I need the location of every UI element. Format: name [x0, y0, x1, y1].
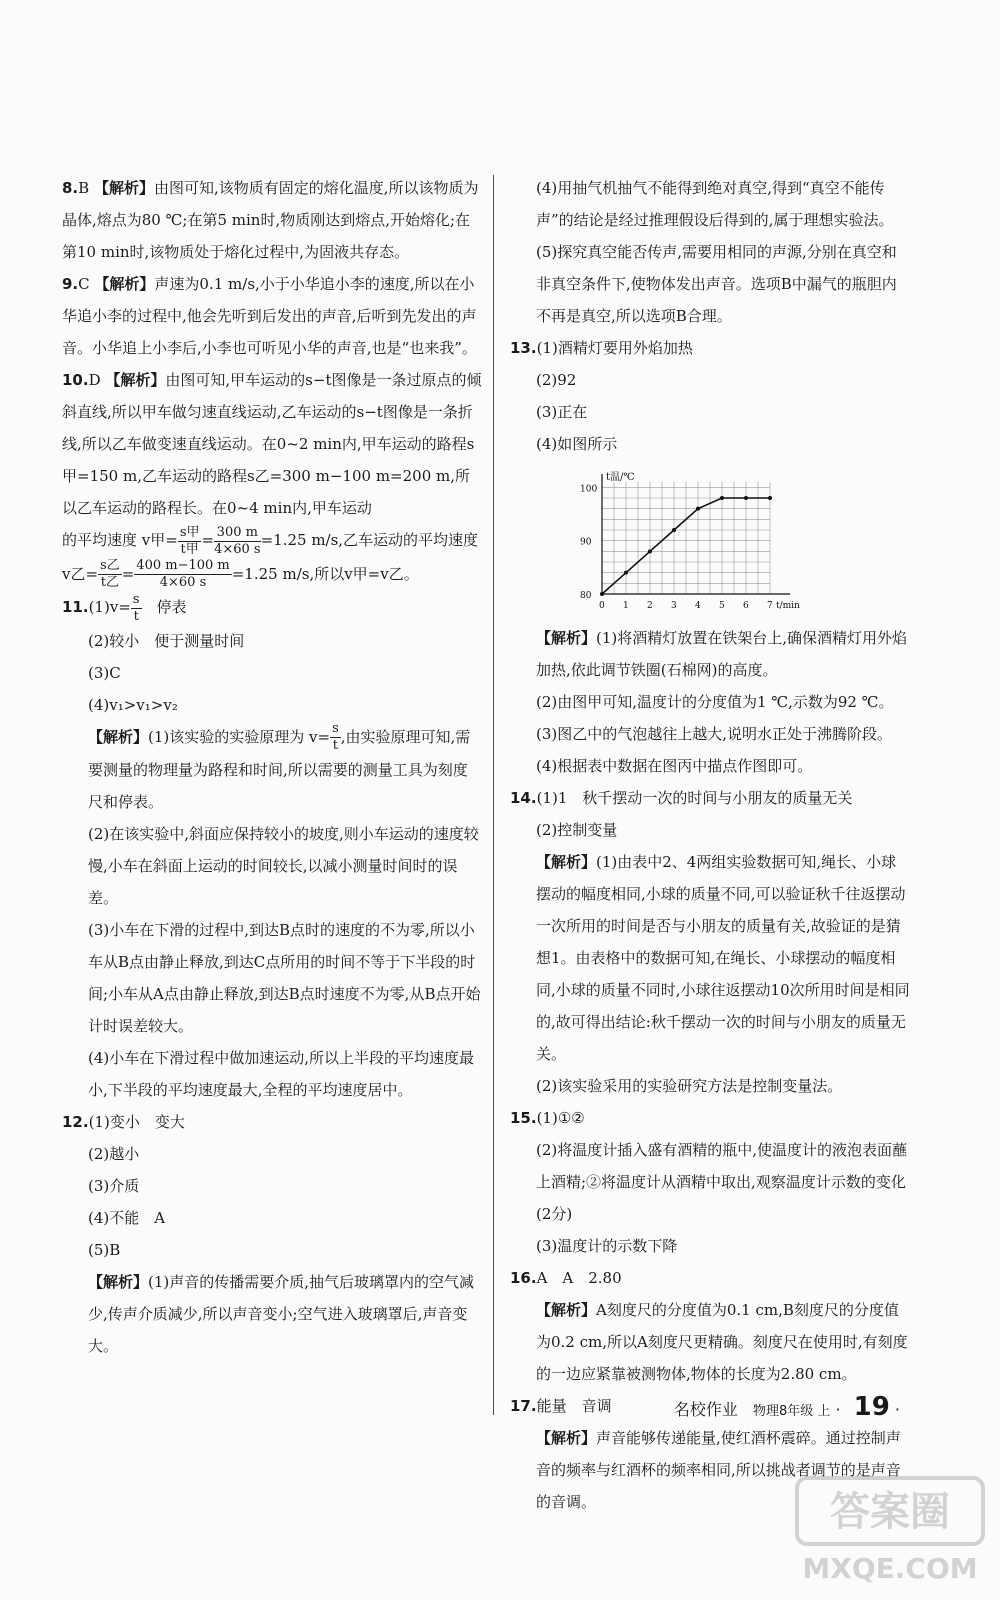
- q13-analysis-1: [510, 622, 910, 686]
- q11-fraction: [131, 592, 142, 625]
- q13-line3: (3)正在: [536, 403, 588, 421]
- page-number: 19: [853, 1392, 890, 1422]
- question-13: [510, 332, 910, 364]
- q12-line5: (5)B: [88, 1241, 121, 1259]
- q11-line3: (3)C: [88, 663, 121, 682]
- footer-book-title: 名校作业: [673, 1400, 738, 1419]
- question-16: [510, 1262, 910, 1294]
- frac-denominator: t: [332, 738, 339, 753]
- q16-analysis-tag: 【解析】: [536, 1301, 597, 1319]
- q10-avg1-suffix: =1.25 m/s,乙车运动的平均速度: [260, 531, 479, 549]
- x-tick-label: 0: [599, 601, 605, 611]
- column-divider: [493, 175, 494, 1415]
- q17-line1: 能量 音调: [536, 1397, 612, 1415]
- q13-line4: (4)如图所示: [536, 435, 618, 453]
- q11-a1-fraction: [330, 721, 341, 754]
- x-axis-label: t/min: [776, 601, 800, 611]
- q13-line2: (2)92: [536, 371, 577, 389]
- q14-line1: (1)1 秋千摆动一次的时间与小朋友的质量无关: [536, 789, 853, 807]
- q10-analysis-tag: 【解析】: [105, 371, 166, 389]
- data-point: [696, 507, 700, 511]
- frac-numerator: s乙: [100, 558, 120, 573]
- frac-numerator: 400 m−100 m: [136, 558, 230, 573]
- q10-number: 10.: [62, 371, 89, 389]
- q10-analysis: 由图可知,甲车运动的s−t图像是一条过原点的倾斜直线,所以甲车做匀速直线运动,乙车运动的s−t图像是一条折线,所以乙车做变速直线运动。在0~2 min内,甲车运动的路程s甲=150 m,乙车运动的路程s乙=300 m−100 m=200 m,所以乙车运动的路程长。在0~4 min内,甲车运动: [62, 371, 482, 517]
- q17-number: 17.: [510, 1397, 537, 1415]
- q8-analysis-tag: 【解析】: [93, 179, 154, 197]
- data-point: [600, 592, 604, 596]
- q10-avg1-prefix: 的平均速度 v甲=: [62, 531, 178, 549]
- q13-a1: (1)将酒精灯放置在铁架台上,确保酒精灯用外焰加热,依此调节铁圈(石棉网)的高度。: [536, 629, 908, 679]
- q10-fraction-2: [214, 525, 261, 558]
- temperature-time-chart: [566, 468, 816, 618]
- q11-analysis-2: (2)在该实验中,斜面应保持较小的坡度,则小车运动的速度较慢,小车在斜面上运动的时间较长,以减小测量时间时的误差。: [88, 825, 479, 907]
- y-tick-label: 80: [580, 591, 592, 601]
- y-tick-label: 90: [580, 537, 592, 548]
- data-point: [768, 496, 772, 500]
- q11-a1-prefix: (1)该实验的实验原理为 v=: [148, 727, 331, 746]
- frac-denominator: 4×60 s: [214, 541, 261, 557]
- q12-analysis-1: [62, 1266, 482, 1362]
- data-point: [624, 571, 628, 575]
- q10-avg2-eq: =: [121, 564, 135, 583]
- q14-a1: (1)由表中2、4两组实验数据可知,绳长、小球摆动的幅度相同,小球的质量不同,可以验证秋千往返摆动一次所用的时间是否与小朋友的质量有关,故验证的是猜想1。由表格中的数据可知,在绳长、小球摆动的幅度相同,小球的质量不同时,小球往返摆动10次所用时间是相同的,故可得出结论:秋千摆动一次的时间与小朋友的质量无关。: [536, 853, 910, 1063]
- q12-number: 12.: [62, 1113, 89, 1131]
- y-tick-label: 100: [580, 484, 598, 495]
- question-11: [62, 591, 482, 625]
- q10-fraction-3: [98, 558, 122, 591]
- question-12: [62, 1106, 482, 1138]
- q13-analysis-tag: 【解析】: [536, 629, 597, 647]
- q15-line3: (3)温度计的示数下降: [536, 1237, 678, 1255]
- q11-analysis-3: (3)小车在下滑的过程中,到达B点时的速度的不为零,所以小车从B点由静止释放,到达C点所用的时间不等于下半段的时间;小车从A点由静止释放,到达B点时速度不为零,从B点开始计时误差较大。: [88, 921, 481, 1035]
- q13-analysis-4: (4)根据表中数据在图丙中描点作图即可。: [536, 757, 813, 775]
- q8-analysis: 由图可知,该物质有固定的熔化温度,所以该物质为晶体,熔点为80 ℃;在第5 min时,物质刚达到熔点,开始熔化;在第10 min时,该物质处于熔化过程中,为固液共存态。: [62, 179, 479, 261]
- q11-line4: (4)v₁>v₁>v₂: [88, 695, 178, 714]
- q8-answer: B: [78, 179, 90, 197]
- q9-answer: C: [78, 275, 90, 293]
- q10-answer: D: [88, 371, 101, 389]
- q17-analysis-tag: 【解析】: [536, 1429, 597, 1447]
- q14-number: 14.: [510, 789, 537, 807]
- right-column: [510, 172, 910, 1518]
- svg-text:MXQE.COM: MXQE.COM: [802, 1552, 978, 1585]
- q15-line1: (1)①②: [536, 1109, 585, 1127]
- svg-text:答案圈: 答案圈: [830, 1489, 950, 1535]
- frac-denominator: 4×60 s: [159, 575, 207, 590]
- q14-analysis-tag: 【解析】: [536, 853, 597, 871]
- question-14: [510, 782, 910, 814]
- q9-analysis-tag: 【解析】: [94, 275, 155, 293]
- q12-a1: (1)声音的传播需要介质,抽气后玻璃罩内的空气减少,传声介质减少,所以声音变小;空气进入玻璃罩后,声音变大。: [88, 1273, 475, 1355]
- question-9: [62, 268, 482, 364]
- q13-number: 13.: [510, 339, 537, 357]
- data-point: [720, 496, 724, 500]
- q15-line2: (2)将温度计插入盛有酒精的瓶中,使温度计的液泡表面蘸上酒精;②将温度计从酒精中取出,观察温度计示数的变化(2分): [536, 1141, 908, 1223]
- q11-a1-suffix: ,由实验原理可知,需要测量的物理量为路程和时间,所以需要的测量工具为刻度尺和停表。: [88, 727, 471, 811]
- x-tick-label: 7: [767, 601, 773, 611]
- left-column: [62, 172, 482, 1362]
- data-point: [672, 528, 676, 532]
- frac-numerator: s: [132, 591, 140, 607]
- q8-number: 8.: [62, 179, 79, 197]
- x-tick-label: 6: [743, 601, 749, 611]
- frac-denominator: t: [133, 608, 139, 624]
- q11-line1-prefix: (1)v=: [88, 598, 131, 616]
- q16-number: 16.: [510, 1269, 537, 1287]
- q16-a1: A刻度尺的分度值为0.1 cm,B刻度尺的分度值为0.2 cm,所以A刻度尺更精确。刻度尺在使用时,有刻度的一边应紧靠被测物体,物体的长度为2.80 cm。: [536, 1301, 908, 1383]
- question-10: [62, 364, 482, 591]
- question-8: [62, 172, 482, 268]
- footer-dot-2: ·: [894, 1400, 900, 1419]
- q11-line1-suffix: 停表: [141, 598, 187, 616]
- question-15: [510, 1102, 910, 1134]
- q17-a1: 声音能够传递能量,使红酒杯震碎。通过控制声音的频率与红酒杯的频率相同,所以挑战者调节的是声音的音调。: [536, 1429, 901, 1511]
- q15-number: 15.: [510, 1109, 537, 1127]
- q11-analysis-4: (4)小车在下滑过程中做加速运动,所以上半段的平均速度最小,下半段的平均速度最大,全程的平均速度居中。: [88, 1049, 475, 1099]
- frac-numerator: s甲: [179, 524, 200, 540]
- q9-analysis: 声速为0.1 m/s,小于小华追小李的速度,所以在小华追小李的过程中,他会先听到后发出的声音,后听到先发出的声音。小华追上小李后,小李也可听见小华的声音,也是“也来我”。: [62, 275, 477, 357]
- frac-numerator: 300 m: [214, 525, 261, 542]
- q16-line1: A A 2.80: [536, 1269, 622, 1287]
- q13-analysis-3: (3)图乙中的气泡越往上越大,说明水正处于沸腾阶段。: [536, 725, 893, 743]
- q12-line3: (3)介质: [88, 1177, 140, 1195]
- x-tick-label: 2: [647, 601, 653, 611]
- data-point: [648, 549, 652, 553]
- q10-avg2-suffix: =1.25 m/s,所以v甲=v乙。: [231, 564, 419, 583]
- q12-analysis-tag: 【解析】: [88, 1273, 149, 1291]
- q12-analysis-5: (5)探究真空能否传声,需要用相同的声源,分别在真空和非真空条件下,使物体发出声音。选项B中漏气的瓶胆内不再是真空,所以选项B合理。: [536, 243, 897, 325]
- x-tick-label: 4: [695, 601, 701, 611]
- watermark-logo: [795, 1470, 985, 1590]
- q12-line1: (1)变小 变大: [88, 1113, 185, 1131]
- x-tick-label: 5: [719, 601, 725, 611]
- q11-analysis-tag: 【解析】: [88, 727, 149, 746]
- x-tick-label: 1: [623, 601, 629, 611]
- data-point: [744, 496, 748, 500]
- q10-fraction-4: [134, 558, 231, 591]
- frac-denominator: t乙: [100, 575, 119, 590]
- q12-line4: (4)不能 A: [88, 1209, 166, 1227]
- q11-analysis-1: [62, 721, 482, 819]
- q14-line2: (2)控制变量: [536, 821, 618, 839]
- footer-subject: 物理8年级 上: [752, 1404, 831, 1419]
- footer-dot: ·: [835, 1400, 841, 1419]
- q10-avg1-eq: =: [201, 531, 215, 549]
- q9-number: 9.: [62, 275, 79, 293]
- q11-number: 11.: [62, 598, 89, 616]
- q10-avg2-prefix: v乙=: [62, 564, 99, 583]
- q14-analysis-2: (2)该实验采用的实验研究方法是控制变量法。: [536, 1077, 843, 1095]
- q11-line2: (2)较小 便于测量时间: [88, 631, 245, 650]
- q12-line2: (2)越小: [88, 1145, 140, 1163]
- frac-denominator: t甲: [180, 541, 199, 557]
- frac-numerator: s: [332, 721, 339, 736]
- q13-analysis-2: (2)由图甲可知,温度计的分度值为1 ℃,示数为92 ℃。: [536, 693, 894, 711]
- page-footer: [674, 1392, 900, 1422]
- chart-svg: [566, 468, 816, 618]
- q10-fraction-1: [178, 525, 202, 558]
- q13-line1: (1)酒精灯要用外焰加热: [536, 339, 693, 357]
- x-tick-label: 3: [671, 601, 677, 611]
- y-axis-label: t温/℃: [606, 472, 635, 483]
- q14-analysis-1: [510, 846, 910, 1070]
- q12-analysis-4: (4)用抽气机抽气不能得到绝对真空,得到“真空不能传声”的结论是经过推理假设后得到的,属于理想实验法。: [536, 179, 894, 229]
- q16-analysis-1: [510, 1294, 910, 1390]
